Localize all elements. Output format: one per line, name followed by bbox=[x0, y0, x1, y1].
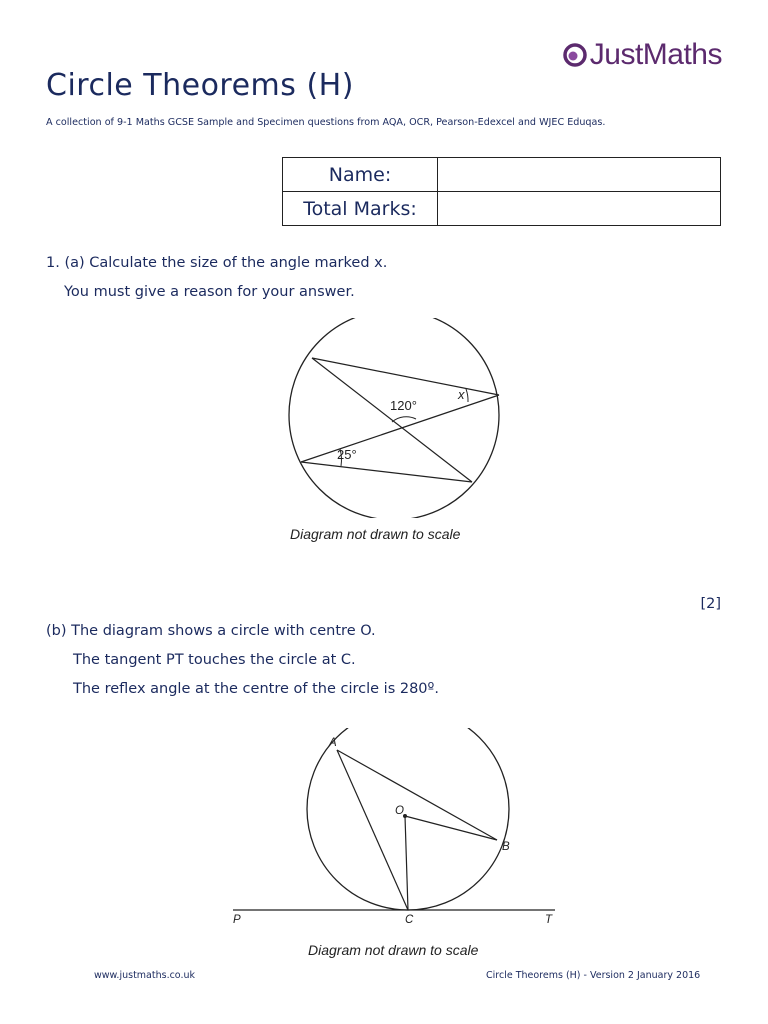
q1a-chord-4 bbox=[301, 462, 472, 482]
q1b-line-ac bbox=[337, 750, 408, 910]
q1b-label-b: B bbox=[502, 841, 510, 853]
page-subtitle: A collection of 9-1 Maths GCSE Sample and Specimen questions from AQA, OCR, Pearson-Edexcel and WJEC Eduqas. bbox=[46, 117, 606, 128]
footer-website-link[interactable]: www.justmaths.co.uk bbox=[94, 970, 195, 981]
q1b-text-line3: The reflex angle at the centre of the circle is 280º. bbox=[73, 681, 439, 697]
q1b-text-line1: (b) The diagram shows a circle with centre O. bbox=[46, 623, 376, 639]
q1a-angle-x: x bbox=[458, 387, 465, 402]
footer-version: Circle Theorems (H) - Version 2 January 2016 bbox=[486, 970, 701, 981]
q1a-text-line1: 1. (a) Calculate the size of the angle marked x. bbox=[46, 255, 388, 271]
q1b-circle bbox=[307, 728, 509, 910]
q1b-label-t: T bbox=[545, 914, 553, 926]
q1a-text-line2: You must give a reason for your answer. bbox=[64, 284, 355, 300]
q1a-diagram-note: Diagram not drawn to scale bbox=[290, 526, 461, 542]
q1a-angle-120: 120° bbox=[390, 398, 417, 413]
q1b-label-o: O bbox=[395, 805, 404, 817]
logo-text: JustMaths bbox=[589, 38, 722, 71]
name-row bbox=[283, 158, 721, 192]
q1b-label-a: A bbox=[329, 737, 337, 749]
student-info-table bbox=[282, 157, 721, 226]
total-marks-label: Total Marks: bbox=[283, 192, 438, 226]
q1a-chord-1 bbox=[312, 358, 472, 482]
q1a-chord-2 bbox=[312, 358, 499, 395]
q1b-line-oc bbox=[405, 816, 408, 910]
total-marks-field[interactable] bbox=[438, 192, 721, 226]
total-marks-row bbox=[283, 192, 721, 226]
q1a-marks: [2] bbox=[700, 596, 721, 612]
q1b-label-p: P bbox=[233, 914, 241, 926]
page-title: Circle Theorems (H) bbox=[46, 68, 354, 103]
q1b-circle-diagram bbox=[225, 728, 565, 928]
q1a-circle-diagram bbox=[280, 318, 520, 518]
q1b-line-ob bbox=[405, 816, 497, 840]
q1b-text-line2: The tangent PT touches the circle at C. bbox=[73, 652, 356, 668]
footer-website[interactable] bbox=[94, 970, 195, 981]
logo-swirl-icon bbox=[562, 42, 588, 68]
q1b-label-c: C bbox=[405, 914, 414, 926]
q1a-circle bbox=[289, 318, 499, 518]
name-field[interactable] bbox=[438, 158, 721, 192]
q1a-arc-120 bbox=[392, 417, 416, 422]
name-label: Name: bbox=[283, 158, 438, 192]
justmaths-logo bbox=[562, 38, 722, 72]
q1b-diagram-note: Diagram not drawn to scale bbox=[308, 942, 479, 958]
q1a-arc-x bbox=[466, 389, 468, 402]
q1a-angle-25: 25° bbox=[337, 447, 357, 462]
q1b-line-ab bbox=[337, 750, 497, 840]
